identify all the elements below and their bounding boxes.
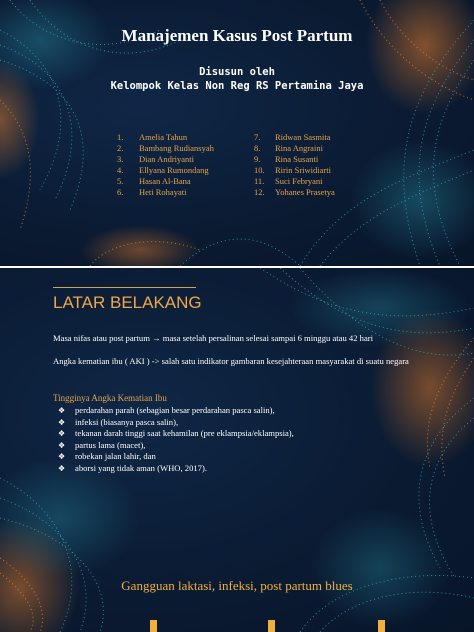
diamond-bullet-icon: ❖ <box>58 429 66 439</box>
author-label: Disusun oleh <box>199 66 275 78</box>
diamond-bullet-icon: ❖ <box>58 452 66 462</box>
paragraph-definition: Masa nifas atau post partum → masa setelah persalinan selesai sampai 6 minggu atau 42 hari <box>53 333 374 343</box>
list-item: 2. Bambang Rudiansyah <box>117 143 214 153</box>
heading-rule <box>53 287 196 288</box>
accent-bar <box>378 620 385 632</box>
list-item: 9. Rina Susanti <box>254 154 319 164</box>
list-item: ❖ perdarahan parah (sebagian besar perdarahan pasca salin), <box>58 405 275 415</box>
list-item: ❖ partus lama (macet), <box>58 439 146 450</box>
list-item: 1. Amelia Tahun <box>117 132 188 142</box>
diamond-bullet-icon: ❖ <box>58 440 66 450</box>
list-item: 6. Heti Rohayati <box>117 187 187 197</box>
diamond-bullet-icon: ❖ <box>58 406 66 415</box>
cause-list <box>58 405 294 475</box>
list-item: 10. Ririn Sriwidiarti <box>254 165 331 175</box>
member-list-right <box>254 132 335 198</box>
subheading: Tingginya Angka Kematian Ibu <box>53 393 167 403</box>
list-item: 7. Ridwan Sasmita <box>254 132 331 142</box>
list-item: ❖ aborsi yang tidak aman (WHO, 2017). <box>58 462 207 473</box>
group-name: Kelompok Kelas Non Reg RS Pertamina Jaya <box>110 80 364 92</box>
list-item: 4. Ellyana Rumondang <box>117 165 209 175</box>
accent-bar <box>150 620 157 632</box>
member-list-left <box>117 132 214 198</box>
diamond-bullet-icon: ❖ <box>58 463 66 473</box>
list-item: 12. Yohanes Prasetya <box>254 187 335 197</box>
list-item: ❖ robekan jalan lahir, dan <box>58 451 156 462</box>
diamond-bullet-icon: ❖ <box>58 417 66 427</box>
paragraph-aki: Angka kematian ibu ( AKI ) -> salah satu indikator gambaran kesejahteraan masyarakat di suatu negara <box>53 356 409 366</box>
list-item: ❖ tekanan darah tinggi saat kehamilan (pre eklampsia/eklampsia), <box>58 428 294 439</box>
slide-title-text: Manajemen Kasus Post Partum <box>121 26 353 45</box>
list-item: ❖ infeksi (biasanya pasca salin), <box>58 416 179 427</box>
slide-title <box>0 0 474 266</box>
list-item: 11. Suci Febryani <box>254 176 323 186</box>
list-item: 3. Dian Andriyanti <box>117 154 195 164</box>
list-item: 5. Hasan Al-Bana <box>117 176 191 186</box>
callout-text: Gangguan laktasi, infeksi, post partum blues <box>121 578 353 593</box>
accent-bar <box>268 620 275 632</box>
section-heading: LATAR BELAKANG <box>53 293 202 312</box>
list-item: 8. Rina Angraini <box>254 143 323 153</box>
